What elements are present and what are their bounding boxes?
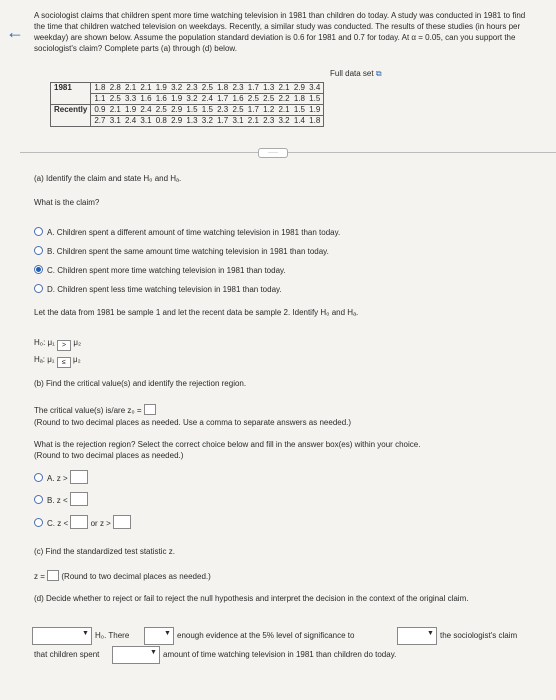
z-label: z = — [34, 572, 45, 581]
full-data-set-label: Full data set — [330, 69, 374, 78]
option-a[interactable] — [34, 227, 340, 237]
dropdown-icon: ▼ — [150, 649, 157, 656]
h0-left: H₀: μ₁ — [34, 338, 55, 347]
critical-value-input[interactable] — [144, 404, 156, 415]
ha-left: Hₐ: μ₁ — [34, 355, 55, 364]
dropdown-icon: ▼ — [427, 630, 434, 637]
part-d-title: (d) Decide whether to reject or fail to reject the null hypothesis and interpret the decision in the context of the original claim. — [34, 594, 469, 603]
ha-sign-select[interactable]: ≤ — [57, 357, 71, 368]
radio-icon[interactable] — [34, 473, 43, 482]
option-letter: B. — [47, 247, 55, 256]
radio-selected-icon[interactable] — [34, 265, 43, 274]
option-letter: A. — [47, 474, 55, 483]
dropdown-icon: ▼ — [164, 630, 171, 637]
ha-line — [34, 355, 81, 368]
option-text: Children spent a different amount of time watching television in 1981 than today. — [56, 228, 341, 237]
h0-right: μ₂ — [73, 338, 82, 347]
row-label: Recently — [51, 105, 91, 127]
option-text: Children spent the same amount time watching television in 1981 than today. — [56, 247, 329, 256]
divider — [20, 152, 556, 153]
part-c-title: (c) Find the standardized test statistic z. — [34, 547, 175, 556]
option-letter: C. — [47, 266, 55, 275]
option-c[interactable] — [34, 265, 286, 275]
h0-there-label: H₀. There — [95, 631, 130, 640]
amount-text: amount of time watching television in 1981 than children do today. — [163, 650, 397, 659]
option-text: z > — [56, 474, 68, 483]
option-text: Children spent less time watching television in 1981 than today. — [57, 285, 282, 294]
full-data-set-link[interactable] — [330, 69, 382, 79]
z-hint: (Round to two decimal places as needed.) — [61, 572, 211, 581]
option-letter: D. — [47, 285, 55, 294]
critical-value-line — [34, 404, 156, 415]
problem-statement: A sociologist claims that children spent more time watching television in 1981 than children do today. A study was conducted in 1981 to find the time that children watched television on weekdays. Recently, a similar study was conducted. The results of these studies (in hours per weekday) are shown below. Assume the population standard deviation is 0.6 for 1981 and 0.7 for today. At α = 0.05, can you support the sociologist's claim? Complete parts (a) through (d) below. — [34, 11, 526, 53]
h0-line — [34, 338, 81, 351]
option-letter: A. — [47, 228, 55, 237]
radio-icon[interactable] — [34, 227, 43, 236]
table-row — [51, 116, 324, 127]
critical-hint: (Round to two decimal places as needed. Use a comma to separate answers as needed.) — [34, 418, 352, 427]
rejection-b-input[interactable] — [70, 492, 88, 506]
copy-icon: ⧉ — [375, 69, 382, 78]
row-label: 1981 — [51, 83, 91, 105]
rejection-c-upper-input[interactable] — [113, 515, 131, 529]
option-d[interactable] — [34, 284, 282, 294]
part-b-title: (b) Find the critical value(s) and identify the rejection region. — [34, 379, 247, 388]
option-letter: B. — [47, 496, 55, 505]
dropdown-icon: ▼ — [82, 630, 89, 637]
option-text: Children spent more time watching television in 1981 than today. — [57, 266, 286, 275]
z-input[interactable] — [47, 570, 59, 581]
radio-icon[interactable] — [34, 518, 43, 527]
row-values: 1.8 2.8 2.1 2.1 1.9 3.2 2.3 2.5 1.8 2.3 1.7 1.3 2.1 2.9 3.4 — [91, 83, 324, 94]
rejection-option-b[interactable] — [34, 492, 88, 506]
children-spent-text: that children spent — [34, 650, 100, 659]
sociologist-claim-text: the sociologist's claim — [440, 631, 518, 640]
rejection-option-a[interactable] — [34, 470, 88, 484]
data-table — [50, 82, 324, 127]
rejection-option-c[interactable] — [34, 515, 131, 529]
ha-right: μ₂ — [72, 355, 81, 364]
z-line — [34, 570, 211, 581]
expand-button[interactable]: ····· — [258, 148, 288, 158]
critical-value-label: The critical value(s) is/are z₀ = — [34, 406, 142, 415]
option-text: or z > — [90, 519, 111, 528]
enough-evidence-text: enough evidence at the 5% level of significance to — [177, 631, 355, 640]
radio-icon[interactable] — [34, 284, 43, 293]
option-text: z < — [57, 519, 69, 528]
option-text: z < — [56, 496, 68, 505]
row-values: 2.7 3.1 2.4 3.1 0.8 2.9 1.3 3.2 1.7 3.1 2.1 2.3 3.2 1.4 1.8 — [91, 116, 324, 127]
table-row — [51, 83, 324, 94]
rejection-c-lower-input[interactable] — [70, 515, 88, 529]
table-row — [51, 105, 324, 116]
part-a-title: (a) Identify the claim and state H₀ and Hₐ. — [34, 174, 182, 183]
rejection-question: What is the rejection region? Select the correct choice below and fill in the answer box(es) within your choice. — [34, 440, 421, 449]
hypothesis-instruction: Let the data from 1981 be sample 1 and let the recent data be sample 2. Identify H₀ and Hₐ. — [34, 308, 359, 317]
radio-icon[interactable] — [34, 246, 43, 255]
rejection-a-input[interactable] — [70, 470, 88, 484]
row-values: 0.9 2.1 1.9 2.4 2.5 2.9 1.5 1.5 2.3 2.5 1.7 1.2 2.1 1.5 1.9 — [91, 105, 324, 116]
radio-icon[interactable] — [34, 495, 43, 504]
back-arrow-icon[interactable]: ← — [6, 22, 24, 42]
rejection-hint: (Round to two decimal places as needed.) — [34, 451, 184, 460]
table-row — [51, 94, 324, 105]
claim-question: What is the claim? — [34, 198, 100, 207]
option-letter: C. — [47, 519, 55, 528]
row-values: 1.1 2.5 3.3 1.6 1.6 1.9 3.2 2.4 1.7 1.6 2.5 2.5 2.2 1.8 1.5 — [91, 94, 324, 105]
option-b[interactable] — [34, 246, 329, 256]
h0-sign-select[interactable]: > — [57, 340, 71, 351]
